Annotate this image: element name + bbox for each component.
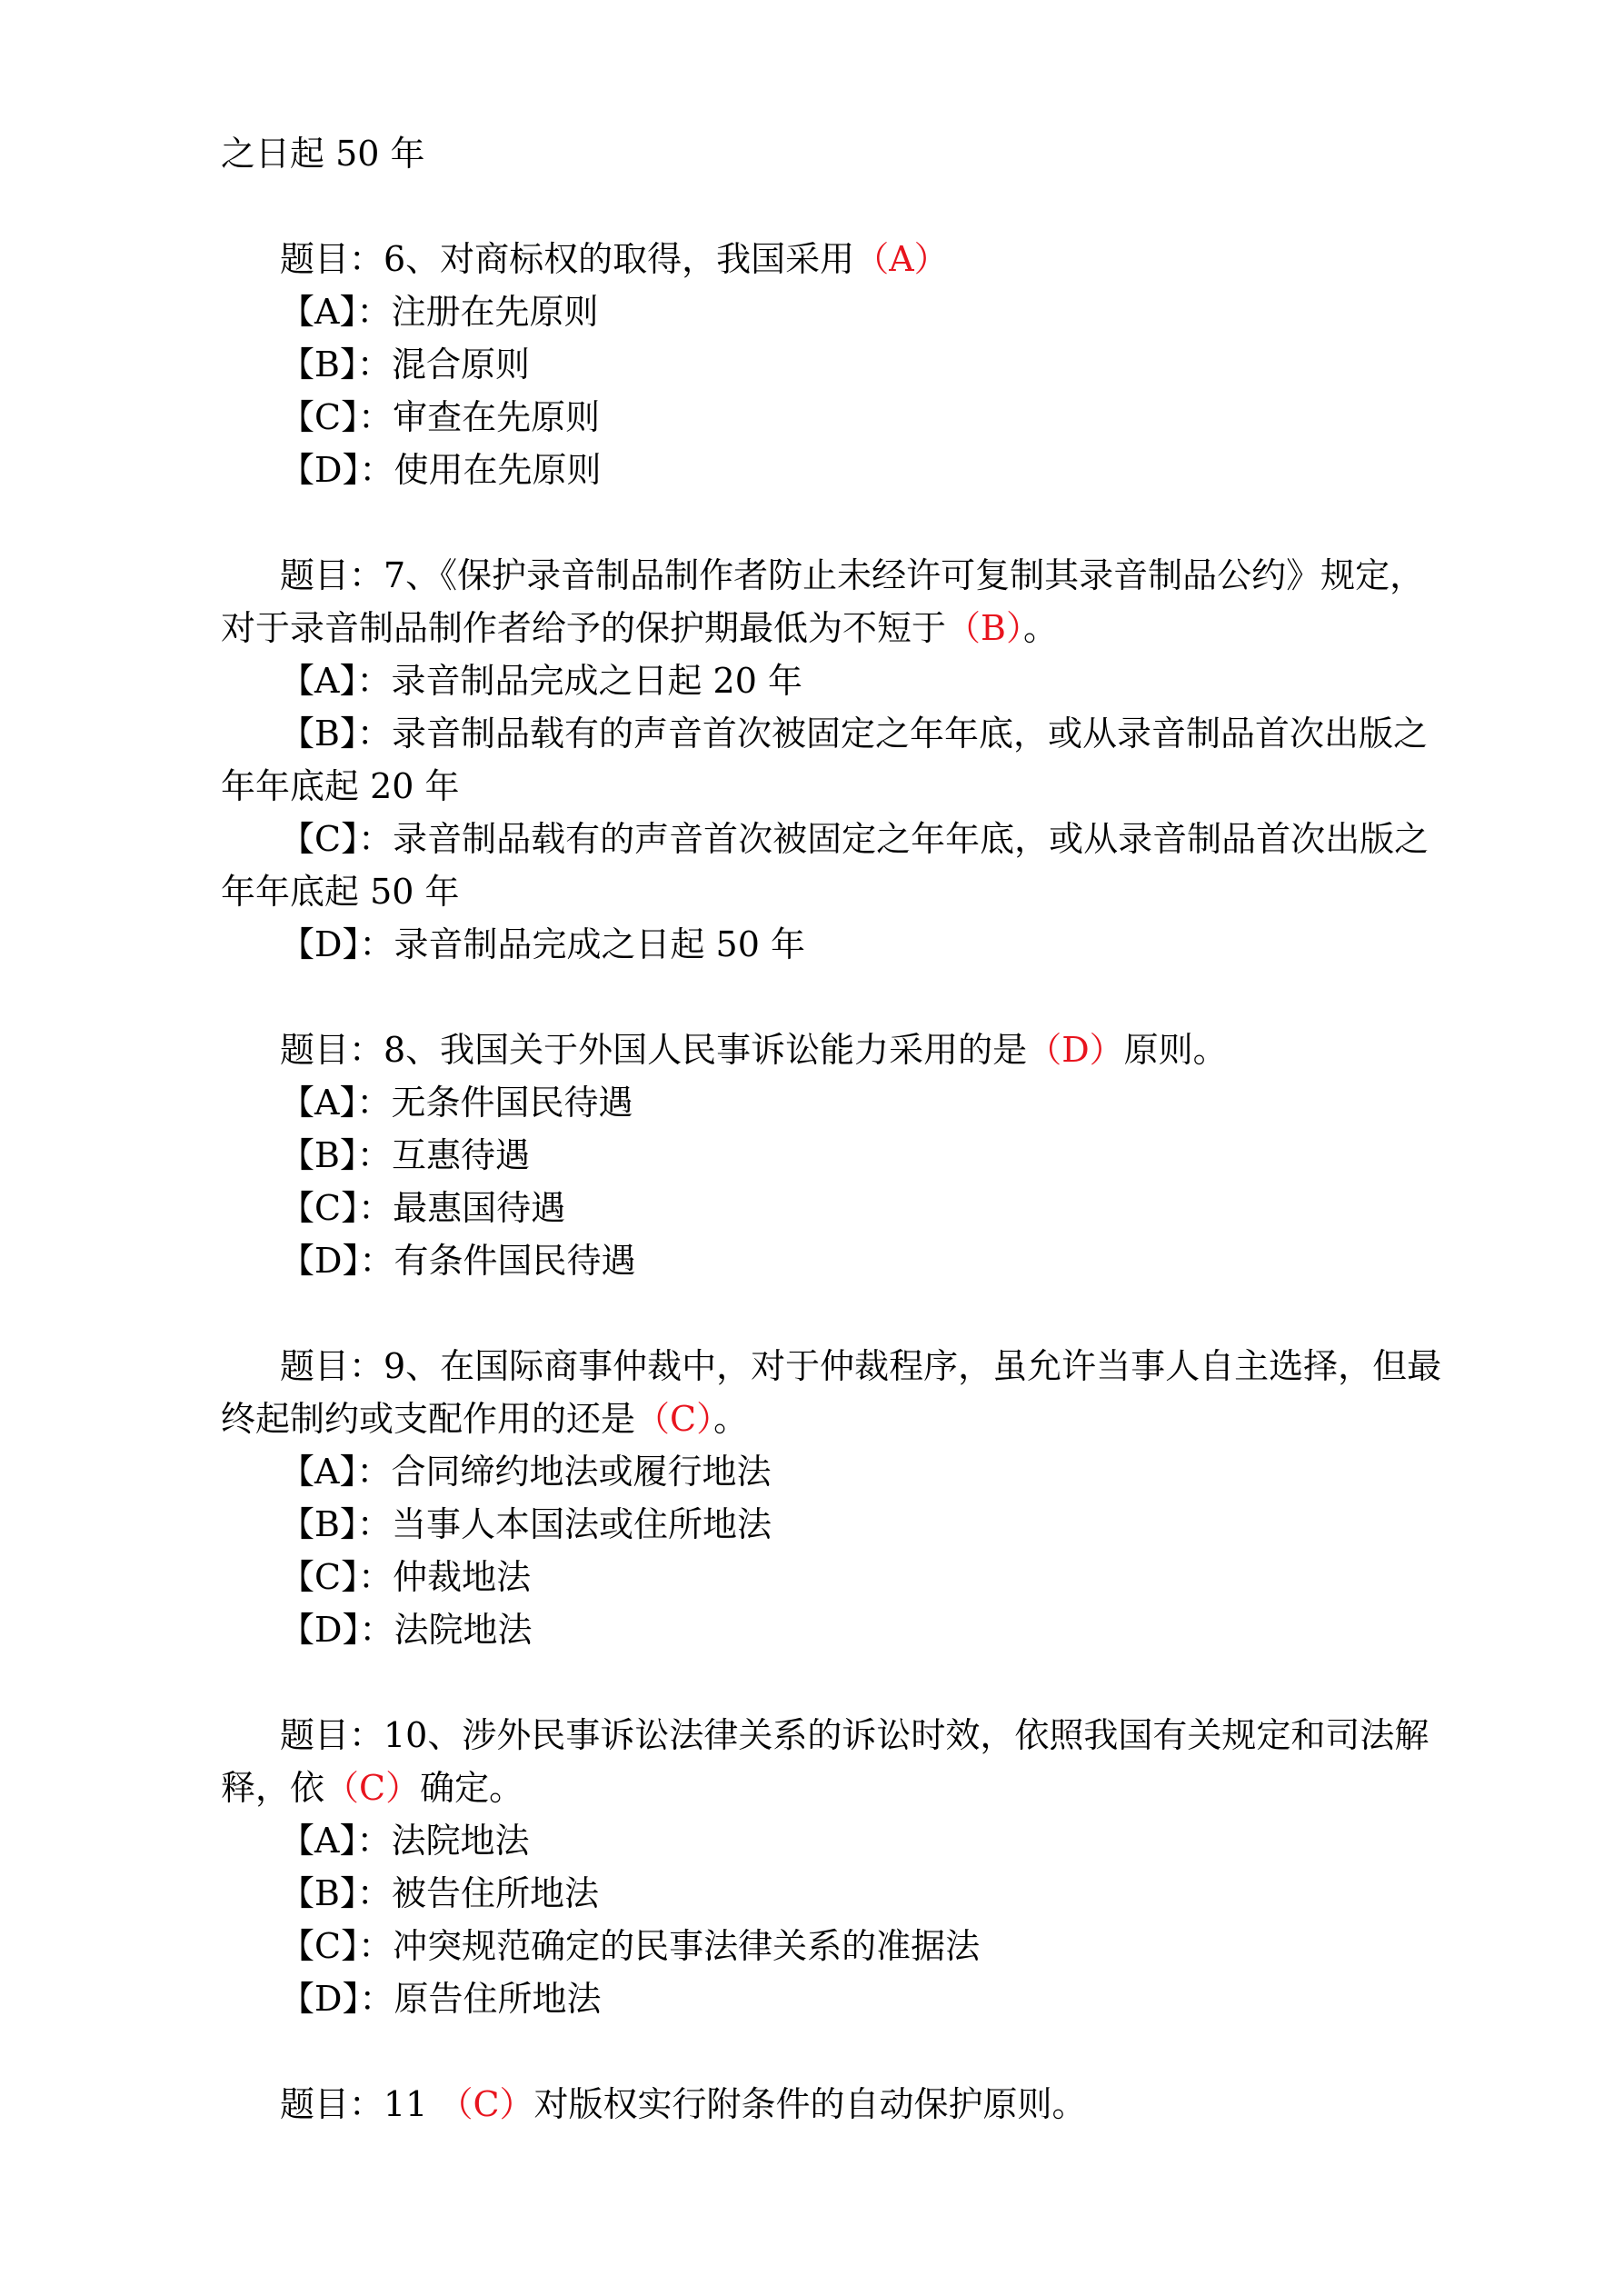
option-a xyxy=(221,1445,1511,1498)
option-text: 法院地法 xyxy=(394,1610,533,1650)
option-text: 仲裁地法 xyxy=(393,1557,532,1597)
option-text: 被告住所地法 xyxy=(391,1873,599,1913)
question-text: 题目：11 xyxy=(280,2084,439,2124)
option-key: 【C】： xyxy=(280,1557,394,1597)
option-text: 录音制品载有的声音首次被固定之年年底，或从录音制品首次出版之 xyxy=(391,714,1428,754)
option-c xyxy=(221,391,1511,444)
question-text-end: 。 xyxy=(713,1399,749,1439)
spacer xyxy=(221,180,1511,233)
option-key: 【B】： xyxy=(280,714,392,754)
option-text: 有条件国民待遇 xyxy=(394,1241,636,1281)
option-key: 【A】： xyxy=(280,1452,392,1492)
question-text-end: 。 xyxy=(1022,608,1058,648)
option-key: 【D】： xyxy=(280,1979,394,2019)
option-text: 最惠国待遇 xyxy=(393,1188,566,1228)
document-page xyxy=(221,127,1511,2131)
option-b-continued: 年年底起 20 年 xyxy=(221,766,460,806)
question-text: 释，依 xyxy=(221,1768,325,1808)
option-c xyxy=(221,1920,1511,1972)
option-text: 审查在先原则 xyxy=(393,397,601,437)
option-text: 录音制品完成之日起 20 年 xyxy=(391,661,802,701)
option-key: 【B】： xyxy=(280,344,392,384)
option-key: 【C】： xyxy=(280,1926,394,1966)
question-title-line1: 题目：10、涉外民事诉讼法律关系的诉讼时效，依照我国有关规定和司法解 xyxy=(280,1715,1430,1755)
question-9 xyxy=(221,1340,1511,1656)
question-text: 题目：6、对商标权的取得，我国采用 xyxy=(280,239,855,279)
option-text: 使用在先原则 xyxy=(394,450,602,490)
option-text: 冲突规范确定的民事法律关系的准据法 xyxy=(393,1926,981,1966)
question-title xyxy=(221,2078,1511,2131)
question-text: 终起制约或支配作用的还是 xyxy=(221,1399,636,1439)
question-text-end: 对版权实行附条件的自动保护原则。 xyxy=(533,2084,1087,2124)
question-title xyxy=(221,1762,1511,1814)
option-b xyxy=(221,338,1511,391)
option-text: 法院地法 xyxy=(391,1821,530,1861)
option-text: 互惠待遇 xyxy=(391,1135,530,1175)
option-a xyxy=(221,654,1511,707)
question-title xyxy=(221,602,1511,654)
option-b xyxy=(221,1498,1511,1551)
option-b xyxy=(221,707,1511,760)
option-key: 【A】： xyxy=(280,1083,392,1123)
option-key: 【B】： xyxy=(280,1504,392,1544)
option-a xyxy=(221,1814,1511,1867)
question-7 xyxy=(221,549,1511,971)
answer-mark: （D） xyxy=(1027,1030,1124,1070)
question-title xyxy=(221,233,1511,285)
answer-mark: （C） xyxy=(635,1399,714,1439)
answer-mark: （C） xyxy=(438,2084,534,2124)
option-key: 【D】： xyxy=(280,450,394,490)
option-key: 【C】： xyxy=(280,819,394,859)
question-title xyxy=(221,1023,1511,1076)
option-text: 录音制品载有的声音首次被固定之年年底，或从录音制品首次出版之 xyxy=(393,819,1430,859)
option-key: 【A】： xyxy=(280,661,392,701)
option-d xyxy=(221,1972,1511,2025)
option-key: 【B】： xyxy=(280,1135,392,1175)
option-text: 无条件国民待遇 xyxy=(391,1083,633,1123)
option-a xyxy=(221,285,1511,338)
answer-mark: （A） xyxy=(854,239,949,279)
option-d xyxy=(221,1234,1511,1287)
option-key: 【C】： xyxy=(280,1188,394,1228)
option-key: 【B】： xyxy=(280,1873,392,1913)
spacer xyxy=(221,971,1511,1023)
option-a xyxy=(221,1076,1511,1129)
spacer xyxy=(221,1287,1511,1340)
question-title-line1: 题目：7、《保护录音制品制作者防止未经许可复制其录音制品公约》规定， xyxy=(280,555,1425,595)
option-key: 【C】： xyxy=(280,397,394,437)
question-text: 对于录音制品制作者给予的保护期最低为不短于 xyxy=(221,608,947,648)
question-8 xyxy=(221,1023,1511,1287)
option-c xyxy=(221,1551,1511,1603)
option-key: 【A】： xyxy=(280,292,392,332)
option-text: 原告住所地法 xyxy=(394,1979,602,2019)
option-text: 注册在先原则 xyxy=(391,292,599,332)
question-10 xyxy=(221,1709,1511,2025)
option-key: 【D】： xyxy=(280,924,394,964)
spacer xyxy=(221,496,1511,549)
answer-mark: （C） xyxy=(324,1768,421,1808)
option-d xyxy=(221,918,1511,971)
question-title-line1: 题目：9、在国际商事仲裁中，对于仲裁程序，虽允许当事人自主选择，但最 xyxy=(280,1346,1442,1386)
option-c xyxy=(221,813,1511,865)
option-text: 录音制品完成之日起 50 年 xyxy=(394,924,805,964)
option-text: 当事人本国法或住所地法 xyxy=(391,1504,772,1544)
option-c xyxy=(221,1182,1511,1234)
option-d xyxy=(221,444,1511,496)
option-text: 合同缔约地法或履行地法 xyxy=(391,1452,772,1492)
option-key: 【D】： xyxy=(280,1610,394,1650)
question-text-end: 原则。 xyxy=(1123,1030,1228,1070)
lead-fragment: 之日起 50 年 xyxy=(221,134,425,174)
option-text: 混合原则 xyxy=(391,344,530,384)
question-text-end: 确定。 xyxy=(420,1768,524,1808)
answer-mark: （B） xyxy=(946,608,1023,648)
option-key: 【D】： xyxy=(280,1241,394,1281)
spacer xyxy=(221,1656,1511,1709)
option-key: 【A】： xyxy=(280,1821,392,1861)
question-11 xyxy=(221,2078,1511,2131)
option-c-continued: 年年底起 50 年 xyxy=(221,872,460,912)
option-b xyxy=(221,1129,1511,1182)
option-d xyxy=(221,1603,1511,1656)
option-b xyxy=(221,1867,1511,1920)
spacer xyxy=(221,2025,1511,2078)
question-6 xyxy=(221,233,1511,496)
question-title xyxy=(221,1393,1511,1445)
question-text: 题目：8、我国关于外国人民事诉讼能力采用的是 xyxy=(280,1030,1028,1070)
